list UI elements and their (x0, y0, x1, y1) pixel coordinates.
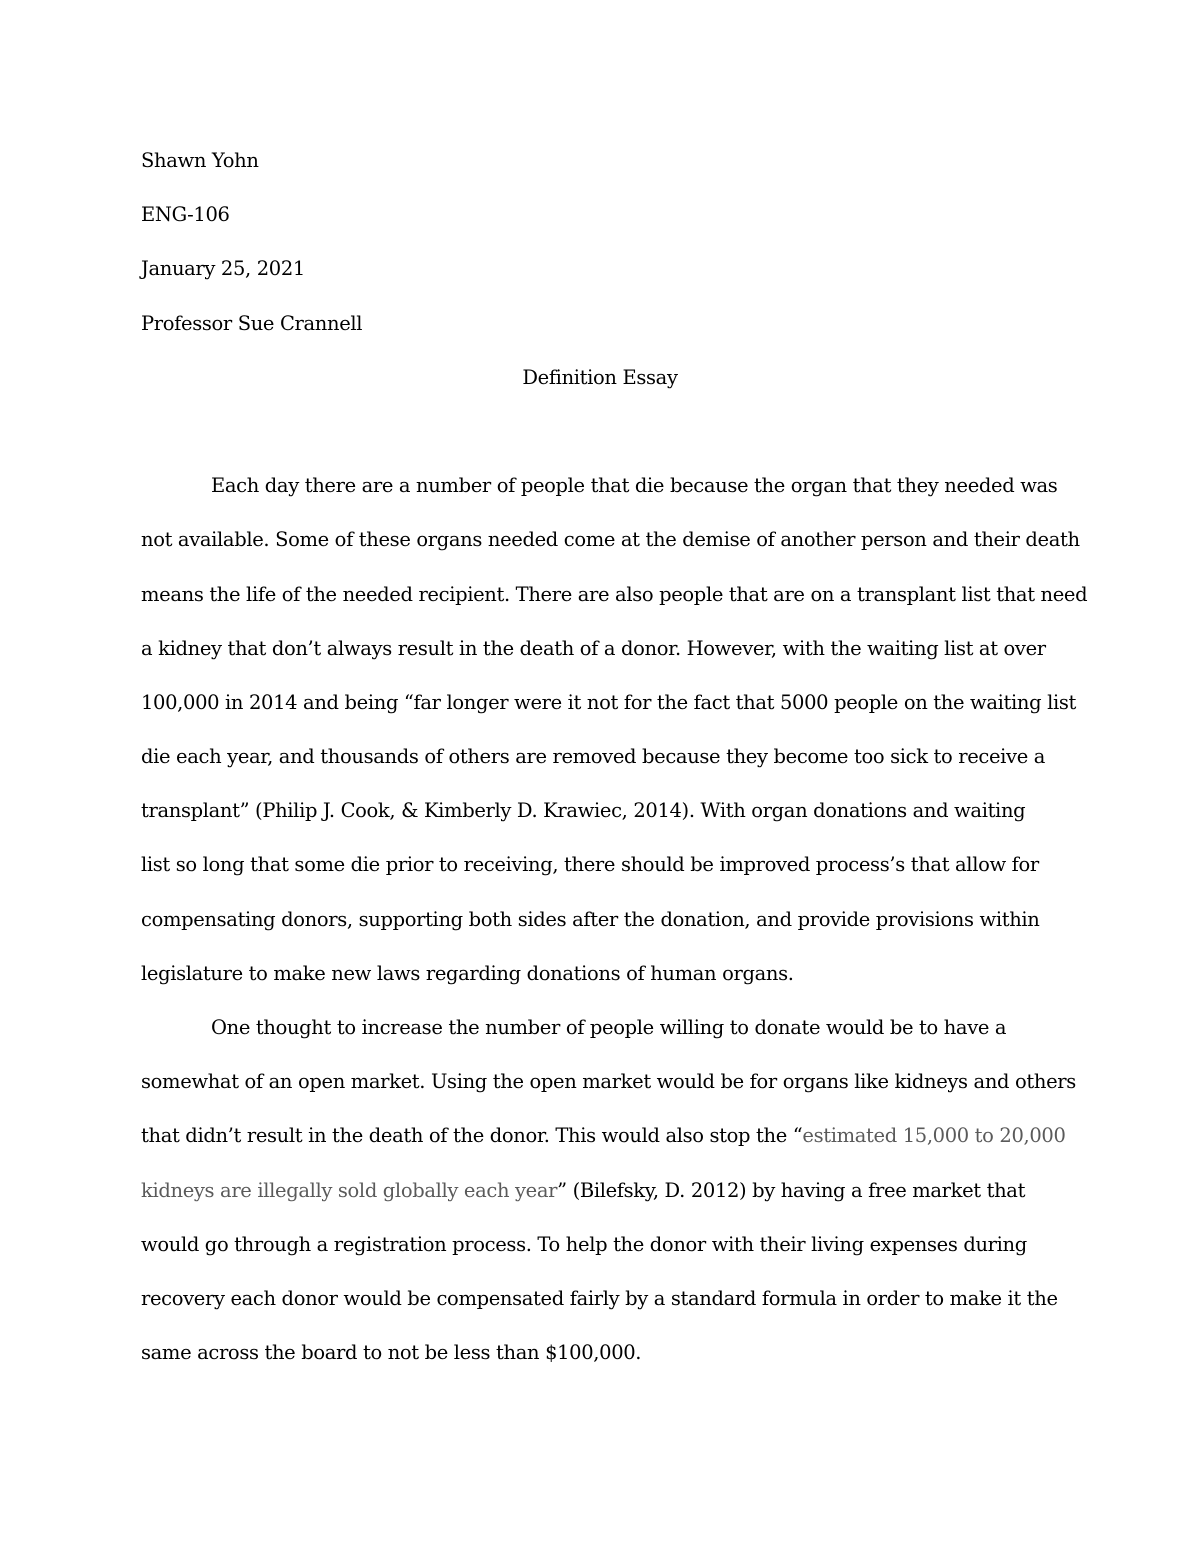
paragraph-line: legislature to make new laws regarding donations of human organs. (141, 961, 794, 985)
paragraph-line: somewhat of an open market. Using the open market would be for organs like kidneys and others (141, 1070, 1076, 1094)
paragraph-line: One thought to increase the number of people willing to donate would be to have a (211, 1016, 1007, 1039)
paragraph-line (141, 1109, 1066, 1163)
blank-line (141, 405, 1061, 459)
essay-title: Definition Essay (522, 365, 678, 389)
paragraph-line: compensating donors, supporting both sides after the donation, and provide provisions within (141, 907, 1040, 931)
paragraph-line: a kidney that don’t always result in the death of a donor. However, with the waiting list at over (141, 636, 1046, 660)
quoted-text: estimated 15,000 to 20,000 (802, 1124, 1066, 1148)
paragraph-1 (141, 459, 1088, 1001)
paragraph-line: same across the board to not be less than $100,000. (141, 1341, 642, 1365)
paragraph-2 (141, 1001, 1076, 1380)
paragraph-text: that didn’t result in the death of the donor. This would also stop the “ (141, 1124, 803, 1148)
paragraph-line: transplant” (Philip J. Cook, & Kimberly D. Krawiec, 2014). With organ donations and waiting (141, 799, 1026, 823)
professor-name: Professor Sue Crannell (141, 311, 363, 335)
course-code: ENG-106 (141, 203, 230, 227)
paragraph-line: 100,000 in 2014 and being “far longer were it not for the fact that 5000 people on the waiting list (141, 690, 1076, 714)
paragraph-line: list so long that some die prior to receiving, there should be improved process’s that allow for (141, 853, 1039, 877)
author-name: Shawn Yohn (141, 149, 259, 172)
paragraph-line: die each year, and thousands of others are removed because they become too sick to receive a (141, 745, 1046, 769)
document-body (141, 134, 1088, 1380)
paragraph-line: means the life of the needed recipient. There are also people that are on a transplant list that need (141, 582, 1088, 606)
paragraph-line: not available. Some of these organs needed come at the demise of another person and their death (141, 528, 1080, 552)
paragraph-line: recovery each donor would be compensated fairly by a standard formula in order to make it the (141, 1286, 1058, 1310)
paragraph-text: ” (Bilefsky, D. 2012) by having a free market that (557, 1178, 1026, 1202)
paragraph-line (141, 1164, 1061, 1218)
paragraph-line: Each day there are a number of people that die because the organ that they needed was (211, 474, 1058, 498)
essay-date: January 25, 2021 (141, 257, 305, 281)
quoted-text: kidneys are illegally sold globally each year (141, 1178, 558, 1202)
paragraph-line: would go through a registration process. To help the donor with their living expenses during (141, 1232, 1027, 1256)
